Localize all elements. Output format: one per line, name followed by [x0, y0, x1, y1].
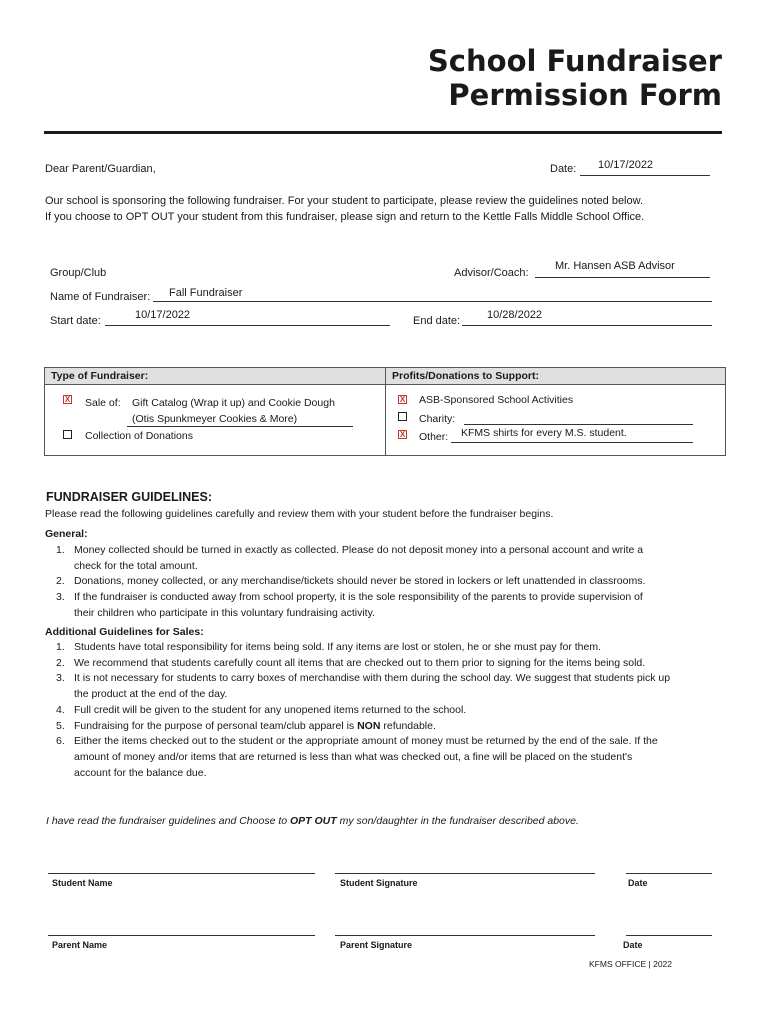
sale-of-checkbox[interactable]: X	[64, 395, 71, 404]
guideline-item	[56, 656, 670, 672]
date-label-1: Date	[628, 878, 648, 888]
guideline-text: check for the total amount.	[74, 559, 198, 572]
asb-label: ASB-Sponsored School Activities	[419, 394, 574, 406]
other-field[interactable]	[451, 428, 693, 443]
guideline-number: 1.	[56, 544, 65, 556]
student-name-label: Student Name	[52, 878, 113, 888]
guideline-number: 1.	[56, 641, 65, 653]
optout-statement	[46, 815, 579, 827]
guideline-number: 6.	[56, 735, 65, 748]
asb-checkbox[interactable]: X	[399, 395, 406, 404]
form-title	[428, 44, 722, 112]
guideline-item	[56, 543, 645, 574]
date-label: Date:	[550, 163, 577, 175]
guideline-text-bold: NON	[357, 719, 381, 732]
sale-of-field[interactable]	[127, 412, 353, 427]
parent-name-line[interactable]	[48, 935, 315, 936]
guideline-text: Students have total responsibility for items being sold. If any items are lost or stolen, he or she must pay for them.	[74, 641, 602, 653]
guideline-number: 4.	[56, 703, 65, 716]
collection-label: Collection of Donations	[85, 430, 193, 442]
date-field[interactable]	[580, 159, 710, 176]
guidelines-intro: Please read the following guidelines carefully and review them with your student before the fundraiser begins.	[45, 508, 554, 520]
additional-guidelines-list	[56, 640, 670, 781]
additional-heading: Additional Guidelines for Sales:	[45, 626, 204, 638]
guideline-text: amount of money and/or items that are returned is less than what was checked out, a fine will be placed on the student's	[74, 750, 633, 763]
title-line-2: Permission Form	[448, 78, 722, 112]
advisor-value: Mr. Hansen ASB Advisor	[555, 260, 675, 272]
guideline-item	[56, 734, 670, 781]
guideline-text: their children who participate in this voluntary fundraising activity.	[74, 606, 375, 619]
optout-bold: OPT OUT	[290, 815, 337, 827]
other-checkbox[interactable]: X	[399, 430, 406, 439]
guideline-text-pre: Fundraising for the purpose of personal team/club apparel is	[74, 719, 358, 732]
intro-line-1: Our school is sponsoring the following fundraiser. For your student to participate, please review the guidelines noted below.	[45, 195, 644, 207]
profits-header: Profits/Donations to Support:	[392, 370, 539, 382]
other-value: KFMS shirts for every M.S. student.	[461, 427, 627, 439]
guideline-number: 2.	[56, 656, 65, 669]
guideline-number: 5.	[56, 719, 65, 732]
title-line-1: School Fundraiser	[427, 44, 722, 78]
guideline-text: Donations, money collected, or any merchandise/tickets should never be stored in lockers or left unattended in classrooms.	[74, 575, 646, 588]
guideline-item	[56, 719, 670, 735]
general-guidelines-list	[56, 543, 645, 622]
footer: KFMS OFFICE | 2022	[589, 959, 672, 969]
guideline-item	[56, 640, 670, 656]
sale-of-value-1: Gift Catalog (Wrap it up) and Cookie Dough	[132, 397, 335, 409]
optout-pre: I have read the fundraiser guidelines and Choose to	[46, 815, 290, 827]
collection-checkbox[interactable]	[63, 430, 72, 439]
fundraiser-name-field[interactable]	[153, 288, 712, 302]
date-line-1[interactable]	[626, 873, 712, 874]
guidelines-heading: FUNDRAISER GUIDELINES:	[46, 490, 212, 504]
date-line-2[interactable]	[626, 935, 712, 936]
guideline-text: account for the balance due.	[74, 766, 207, 779]
guideline-text: Full credit will be given to the student for any unopened items returned to the school.	[74, 703, 467, 716]
group-club-label: Group/Club	[50, 267, 107, 279]
fundraiser-type-table	[44, 367, 726, 456]
guideline-text: It is not necessary for students to carry boxes of merchandise with them during the school day. We suggest that students pick up	[74, 672, 671, 685]
guideline-text: the product at the end of the day.	[74, 688, 228, 701]
guideline-number: 3.	[56, 591, 65, 604]
start-date-field[interactable]	[105, 311, 390, 326]
optout-post: my son/daughter in the fundraiser described above.	[336, 815, 579, 827]
advisor-field[interactable]	[535, 260, 710, 278]
end-date-value: 10/28/2022	[487, 309, 543, 321]
sale-of-value-2: (Otis Spunkmeyer Cookies & More)	[132, 413, 298, 425]
guideline-item	[56, 590, 645, 621]
guideline-text: Money collected should be turned in exactly as collected. Please do not deposit money into a personal account and write a	[74, 544, 644, 556]
date-value: 10/17/2022	[598, 159, 654, 171]
student-signature-line[interactable]	[335, 873, 595, 874]
general-heading: General:	[45, 528, 88, 540]
fundraiser-name-value: Fall Fundraiser	[169, 287, 243, 299]
sale-of-label: Sale of:	[85, 397, 121, 409]
intro-line-2: If you choose to OPT OUT your student from this fundraiser, please sign and return to the Kettle Falls Middle School Office.	[45, 211, 645, 223]
start-date-label: Start date:	[50, 315, 101, 327]
guideline-text	[74, 719, 670, 735]
parent-signature-line[interactable]	[335, 935, 595, 936]
end-date-label: End date:	[413, 315, 461, 327]
charity-label: Charity:	[419, 413, 456, 425]
charity-checkbox[interactable]	[398, 412, 407, 421]
guideline-number: 3.	[56, 672, 65, 685]
title-divider	[44, 131, 722, 134]
table-divider	[385, 368, 386, 455]
fundraiser-name-label: Name of Fundraiser:	[50, 291, 151, 303]
start-date-value: 10/17/2022	[135, 309, 191, 321]
student-signature-label: Student Signature	[340, 878, 418, 888]
date-label-2: Date	[623, 940, 643, 950]
greeting: Dear Parent/Guardian,	[45, 163, 156, 175]
end-date-field[interactable]	[462, 311, 712, 326]
charity-field[interactable]	[464, 411, 693, 425]
advisor-label: Advisor/Coach:	[454, 267, 529, 279]
type-header: Type of Fundraiser:	[51, 370, 149, 382]
guideline-item	[56, 574, 645, 590]
parent-signature-label: Parent Signature	[340, 940, 413, 950]
student-name-line[interactable]	[48, 873, 315, 874]
guideline-item	[56, 703, 670, 719]
guideline-number: 2.	[56, 575, 65, 588]
guideline-text: If the fundraiser is conducted away from school property, it is the sole responsibility of the parents to provide supervision of	[74, 591, 643, 604]
guideline-text: We recommend that students carefully count all items that are checked out to them prior to signing for the items being sold.	[74, 656, 646, 669]
guideline-text-post: refundable.	[380, 719, 436, 732]
other-label: Other:	[419, 431, 449, 443]
parent-name-label: Parent Name	[52, 940, 108, 950]
guideline-item	[56, 671, 670, 702]
guideline-text: Either the items checked out to the student or the appropriate amount of money must be returned by the end of the sale. If the	[74, 735, 658, 748]
